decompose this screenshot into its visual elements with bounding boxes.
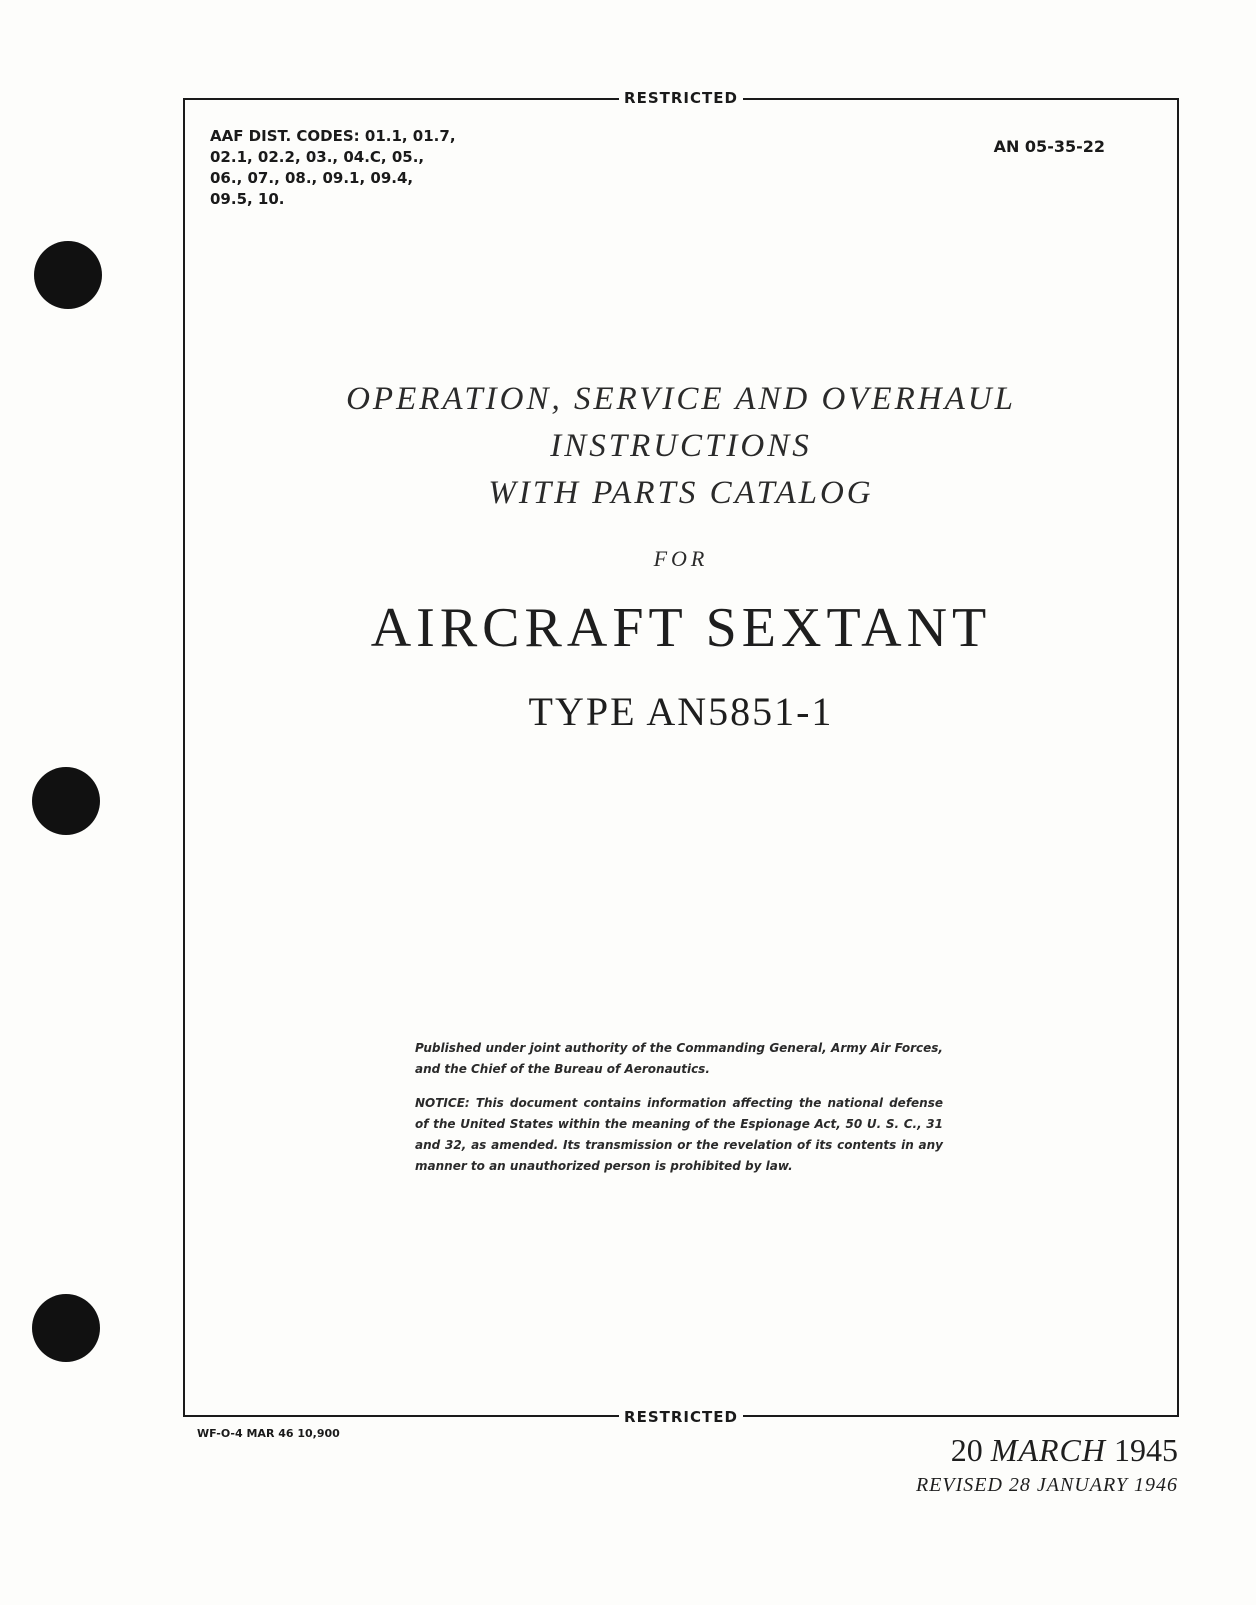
binder-hole-bottom: [32, 1294, 100, 1362]
dist-codes-line: 02.1, 02.2, 03., 04.C, 05.,: [210, 148, 425, 166]
binder-hole-middle: [32, 767, 100, 835]
page-title: AIRCRAFT SEXTANT: [370, 597, 992, 659]
restricted-bottom-label: RESTRICTED: [185, 1408, 1177, 1426]
subject-line: INSTRUCTIONS: [550, 428, 812, 464]
security-notice: NOTICE: This document contains information affecting the national defense of the United States within the meaning of the Espionage Act, 50 U. S. C., 31 and 32, as amended. Its transmission or the revelation of its contents in any manner to an unauthorized person is prohibited by law.: [415, 1096, 943, 1173]
subject-line: OPERATION, SERVICE AND OVERHAUL: [346, 381, 1016, 417]
print-code: WF-O-4 MAR 46 10,900: [197, 1427, 340, 1440]
for-label: FOR: [653, 546, 709, 571]
document-subject: [185, 376, 1177, 517]
date-day: 20: [950, 1432, 983, 1468]
authority-statement: Published under joint authority of the Commanding General, Army Air Forces, and the Chief of the Bureau of Aeronautics.: [415, 1041, 943, 1076]
page-border: [183, 89, 1179, 1426]
restricted-top-label: RESTRICTED: [185, 89, 1177, 107]
revised-date: REVISED 28 JANUARY 1946: [915, 1474, 1178, 1496]
date-month: MARCH: [990, 1432, 1106, 1468]
document-number: AN 05-35-22: [993, 137, 1105, 156]
dist-codes-line: 06., 07., 08., 09.1, 09.4,: [210, 169, 414, 187]
distribution-codes: [210, 126, 456, 210]
notice-block: [415, 1038, 943, 1190]
binder-hole-top: [34, 241, 102, 309]
subject-line: WITH PARTS CATALOG: [488, 475, 874, 511]
publication-date: [951, 1432, 1178, 1469]
type-designation: TYPE AN5851-1: [528, 689, 834, 734]
dist-codes-line: AAF DIST. CODES: 01.1, 01.7,: [210, 127, 456, 145]
dist-codes-line: 09.5, 10.: [210, 190, 285, 208]
date-year: 1945: [1114, 1432, 1178, 1468]
